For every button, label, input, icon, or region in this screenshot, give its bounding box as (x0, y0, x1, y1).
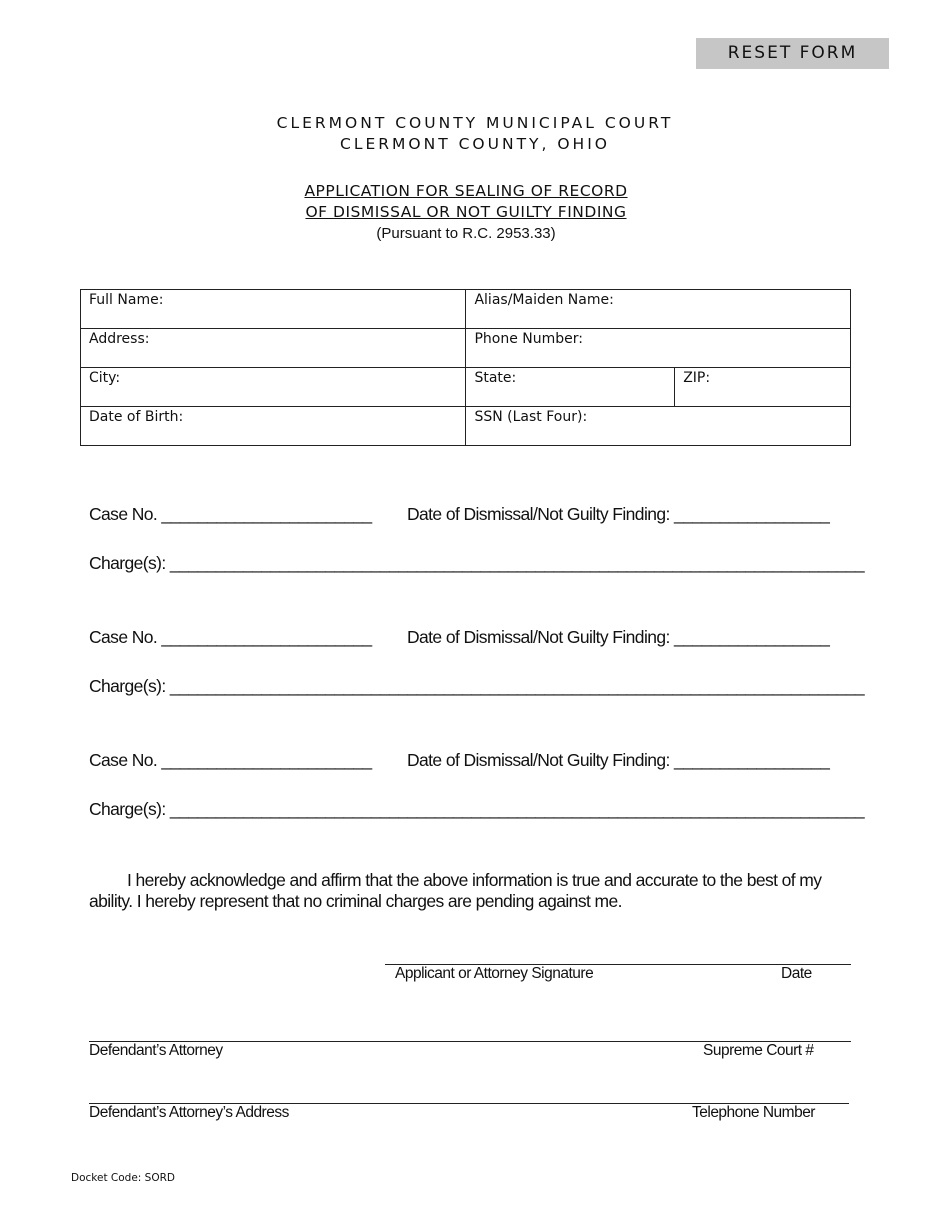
reset-form-button[interactable]: RESET FORM (696, 38, 889, 69)
telephone-number-label: Telephone Number (692, 1104, 815, 1121)
ssn-label: SSN (Last Four): (474, 409, 588, 425)
zip-label: ZIP: (683, 370, 711, 386)
zip-field[interactable] (675, 368, 851, 407)
case-no-field-1[interactable]: Case No. _______________________ (89, 504, 372, 524)
full-name-field[interactable] (81, 290, 466, 329)
state-field[interactable] (466, 368, 675, 407)
case-no-field-3[interactable]: Case No. _______________________ (89, 750, 372, 770)
form-title-line2: OF DISMISSAL OR NOT GUILTY FINDING (305, 203, 627, 221)
form-title-line1: APPLICATION FOR SEALING OF RECORD (304, 182, 628, 200)
defendant-attorney-label: Defendant’s Attorney (89, 1042, 223, 1059)
alias-label: Alias/Maiden Name: (474, 292, 614, 308)
applicant-info-table (80, 289, 851, 446)
phone-label: Phone Number: (474, 331, 583, 347)
city-label: City: (89, 370, 121, 386)
applicant-signature-label: Applicant or Attorney Signature (395, 965, 594, 982)
address-label: Address: (89, 331, 150, 347)
signature-date-label: Date (781, 965, 812, 982)
charges-field-1[interactable]: Charge(s): ____________________________________________________________________________ (89, 553, 865, 573)
state-label: State: (474, 370, 517, 386)
dismissal-date-field-2[interactable]: Date of Dismissal/Not Guilty Finding: _________________ (407, 627, 830, 647)
supreme-court-number-label: Supreme Court # (703, 1042, 814, 1059)
charges-field-2[interactable]: Charge(s): ____________________________________________________________________________ (89, 676, 865, 696)
court-name: CLERMONT COUNTY MUNICIPAL COURT (276, 114, 674, 132)
address-field[interactable] (81, 329, 466, 368)
dismissal-date-field-3[interactable]: Date of Dismissal/Not Guilty Finding: _________________ (407, 750, 830, 770)
dob-label: Date of Birth: (89, 409, 184, 425)
docket-code: Docket Code: SORD (71, 1172, 175, 1184)
affirmation-text: I hereby acknowledge and affirm that the above information is true and accurate to the best of my ability. I hereby represent that no criminal charges are pending against me. (89, 870, 822, 911)
dismissal-date-field-1[interactable]: Date of Dismissal/Not Guilty Finding: _________________ (407, 504, 830, 524)
full-name-label: Full Name: (89, 292, 164, 308)
defendant-attorney-address-label: Defendant’s Attorney’s Address (89, 1104, 289, 1121)
alias-field[interactable] (466, 290, 851, 329)
city-field[interactable] (81, 368, 466, 407)
form-subtitle: (Pursuant to R.C. 2953.33) (376, 225, 556, 242)
case-no-field-2[interactable]: Case No. _______________________ (89, 627, 372, 647)
ssn-field[interactable] (466, 407, 851, 446)
dob-field[interactable] (81, 407, 466, 446)
phone-field[interactable] (466, 329, 851, 368)
charges-field-3[interactable]: Charge(s): ____________________________________________________________________________ (89, 799, 865, 819)
court-county: CLERMONT COUNTY, OHIO (340, 135, 610, 153)
